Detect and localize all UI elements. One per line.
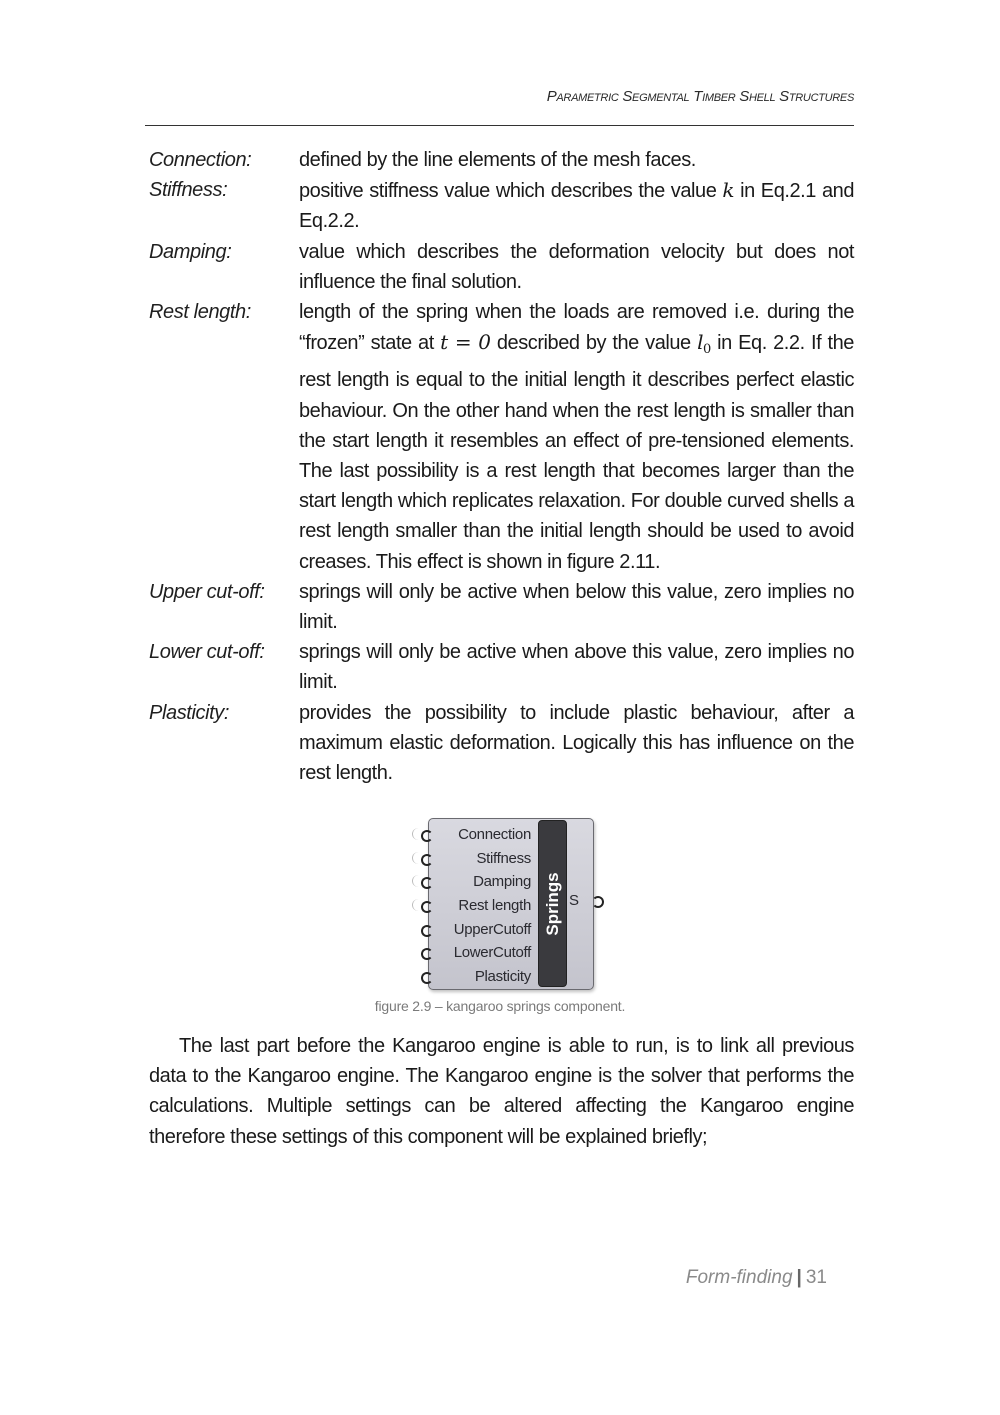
input-port-icon — [421, 972, 433, 984]
definition-rest-length — [149, 297, 854, 577]
input-label: Stiffness — [476, 849, 531, 867]
body-paragraph: The last part before the Kangaroo engine is able to run, is to link all previous data to the Kangaroo engine. The Kangaroo engine is the solver that performs the calculations. Multiple settings can be altered affecting the Kangaroo engine therefore these settings of this component will be explained briefly; — [149, 1035, 854, 1148]
math-k: k — [722, 178, 735, 203]
input-port-icon — [421, 854, 433, 866]
input-connection — [429, 823, 531, 847]
input-rest-length — [429, 894, 531, 918]
definition: value which describes the deformation velocity but does not influence the final solution. — [299, 240, 854, 293]
input-damping — [429, 870, 531, 894]
input-stiffness — [429, 847, 531, 871]
output-label: S — [569, 892, 580, 909]
footer-section-title: Form-finding — [685, 1267, 793, 1288]
definition — [299, 297, 854, 577]
definition-text: described by the value — [490, 332, 698, 355]
input-upper-cutoff — [429, 918, 531, 942]
definition-connection — [149, 145, 854, 175]
figure-caption: figure 2.9 – kangaroo springs component. — [374, 998, 626, 1014]
input-label: Connection — [458, 826, 531, 843]
input-label: Damping — [473, 873, 531, 891]
definition: springs will only be active when below this value, zero implies no limit. — [299, 580, 854, 634]
math-t-equals-0: t = 0 — [440, 330, 491, 355]
input-plasticity — [429, 965, 531, 989]
definition: defined by the line elements of the mesh faces. — [299, 149, 696, 171]
term: Lower cut-off: — [149, 641, 265, 664]
math-l0 — [697, 330, 711, 358]
definition-stiffness — [149, 175, 854, 236]
component-name-bar — [538, 820, 567, 987]
term: Connection: — [149, 149, 252, 171]
springs-component — [428, 818, 594, 990]
definition-list — [149, 145, 854, 788]
input-port-icon — [421, 877, 433, 889]
running-header: Parametric Segmental Timber Shell Structures — [546, 88, 854, 105]
term: Stiffness: — [149, 179, 228, 202]
math-subscript: 0 — [703, 342, 711, 358]
definition-text: in Eq. 2.2. If the rest length is equal to the initial length it describes perfect elastic behaviour. On the other hand when the rest length is smaller than the start length it resembles an effect of pre-tensioned elements. The last possibility is a rest length that becomes larger than the start length which replicates relaxation. For double curved shells a rest length smaller than the initial length should be used to avoid creases. This effect is shown in figure 2.11. — [299, 332, 854, 573]
term: Rest length: — [149, 301, 251, 324]
definition: springs will only be active when above this value, zero implies no limit. — [299, 641, 854, 694]
footer-separator: | — [796, 1267, 802, 1288]
component-inputs — [429, 823, 531, 989]
input-port-icon — [421, 901, 433, 913]
definition-text: in Eq.2.1 and Eq.2.2. — [299, 180, 854, 233]
input-label: LowerCutoff — [453, 944, 531, 962]
page-footer — [600, 1267, 827, 1289]
springs-component-figure — [410, 816, 610, 992]
term: Upper cut-off: — [149, 580, 265, 603]
definition: provides the possibility to include plastic behaviour, after a maximum elastic deformation. Logically this has influence on the rest length. — [299, 701, 854, 785]
input-port-icon — [421, 830, 433, 842]
input-label: UpperCutoff — [453, 920, 531, 938]
definition-upper-cutoff — [149, 577, 854, 637]
definition-text: positive stiffness value which describes the value — [299, 180, 723, 203]
math-l: l — [697, 330, 704, 355]
input-label: Plasticity — [474, 968, 531, 986]
input-port-icon — [421, 948, 433, 960]
term: Damping: — [149, 240, 232, 263]
definition — [299, 175, 854, 236]
output-port-icon — [592, 896, 604, 908]
input-lower-cutoff — [429, 941, 531, 965]
input-label: Rest length — [458, 897, 531, 915]
definition-lower-cutoff — [149, 637, 854, 697]
definition-plasticity — [149, 698, 854, 789]
definition-text: length of the spring when the loads are removed i.e. during the “frozen” state at — [299, 301, 854, 355]
term: Plasticity: — [149, 701, 230, 724]
definition-damping — [149, 237, 854, 297]
page-number: 31 — [805, 1267, 827, 1288]
header-rule — [145, 125, 854, 126]
component-name: Springs — [542, 871, 562, 936]
input-port-icon — [421, 925, 433, 937]
